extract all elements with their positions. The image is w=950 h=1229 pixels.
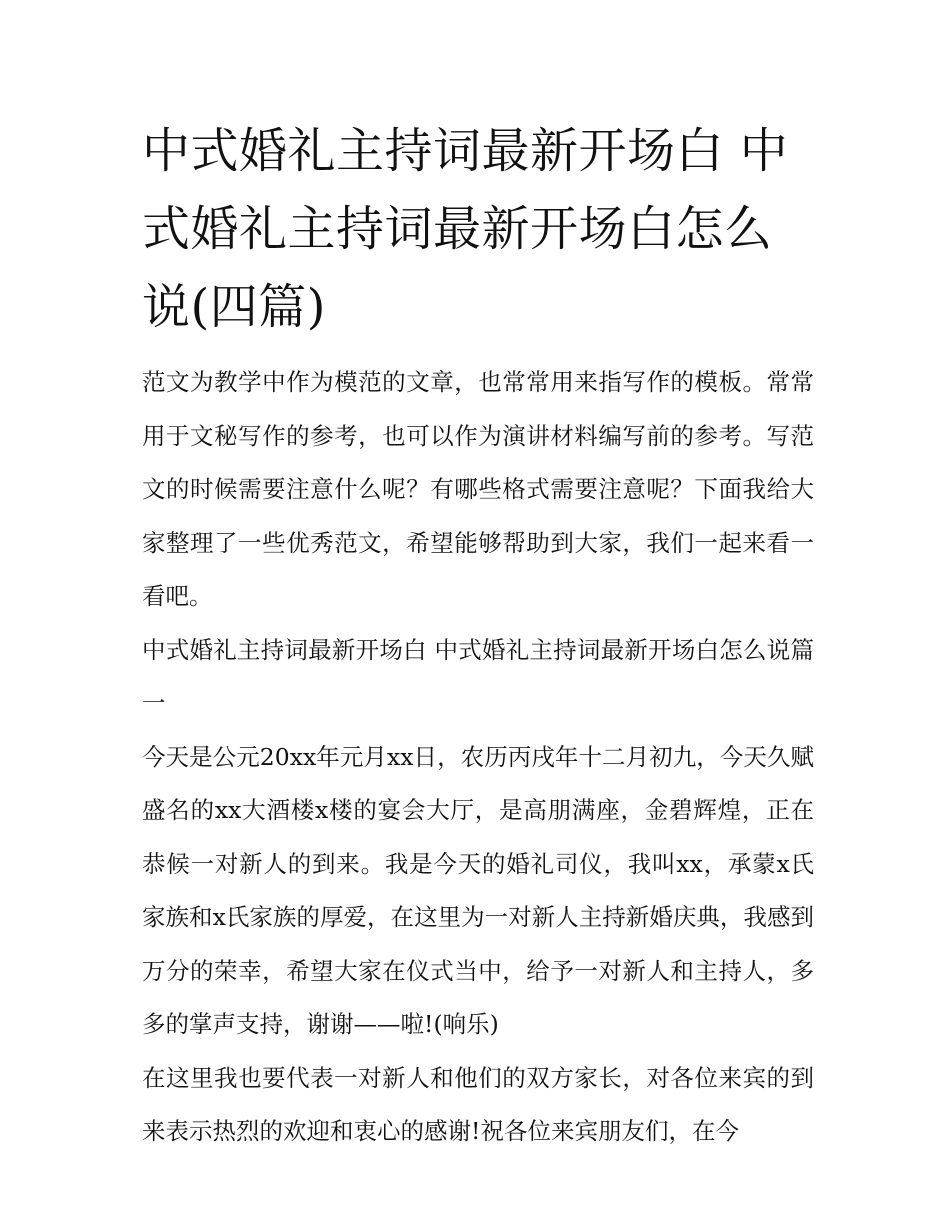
paragraph-intro: 范文为教学中作为模范的文章，也常常用来指写作的模板。常常用于文秘写作的参考，也可以作为演讲材料编写前的参考。写范文的时候需要注意什么呢？有哪些格式需要注意呢？下面我给大家整理了一些优秀范文，希望能够帮助到大家，我们一起来看一看吧。	[142, 368, 814, 610]
paragraph-thanks: 在这里我也要代表一对新人和他们的双方家长，对各位来宾的到来表示热烈的欢迎和衷心的感谢!祝各位来宾朋友们，在今	[142, 1063, 814, 1145]
paragraph-opening: 今天是公元20xx年元月xx日，农历丙戌年十二月初九，今天久赋盛名的xx大酒楼x楼的宴会大厅，是高朋满座，金碧辉煌，正在恭候一对新人的到来。我是今天的婚礼司仪，我叫xx，承蒙x氏家族和x氏家族的厚爱，在这里为一对新人主持新婚庆典，我感到万分的荣幸，希望大家在仪式当中，给予一对新人和主持人，多多的掌声支持，谢谢——啦!(响乐)	[142, 742, 814, 1038]
document-title: 中式婚礼主持词最新开场白 中式婚礼主持词最新开场白怎么说(四篇)	[142, 123, 789, 335]
document-page	[142, 112, 814, 1159]
paragraph-section-heading: 中式婚礼主持词最新开场白 中式婚礼主持词最新开场白怎么说篇一	[142, 635, 814, 717]
